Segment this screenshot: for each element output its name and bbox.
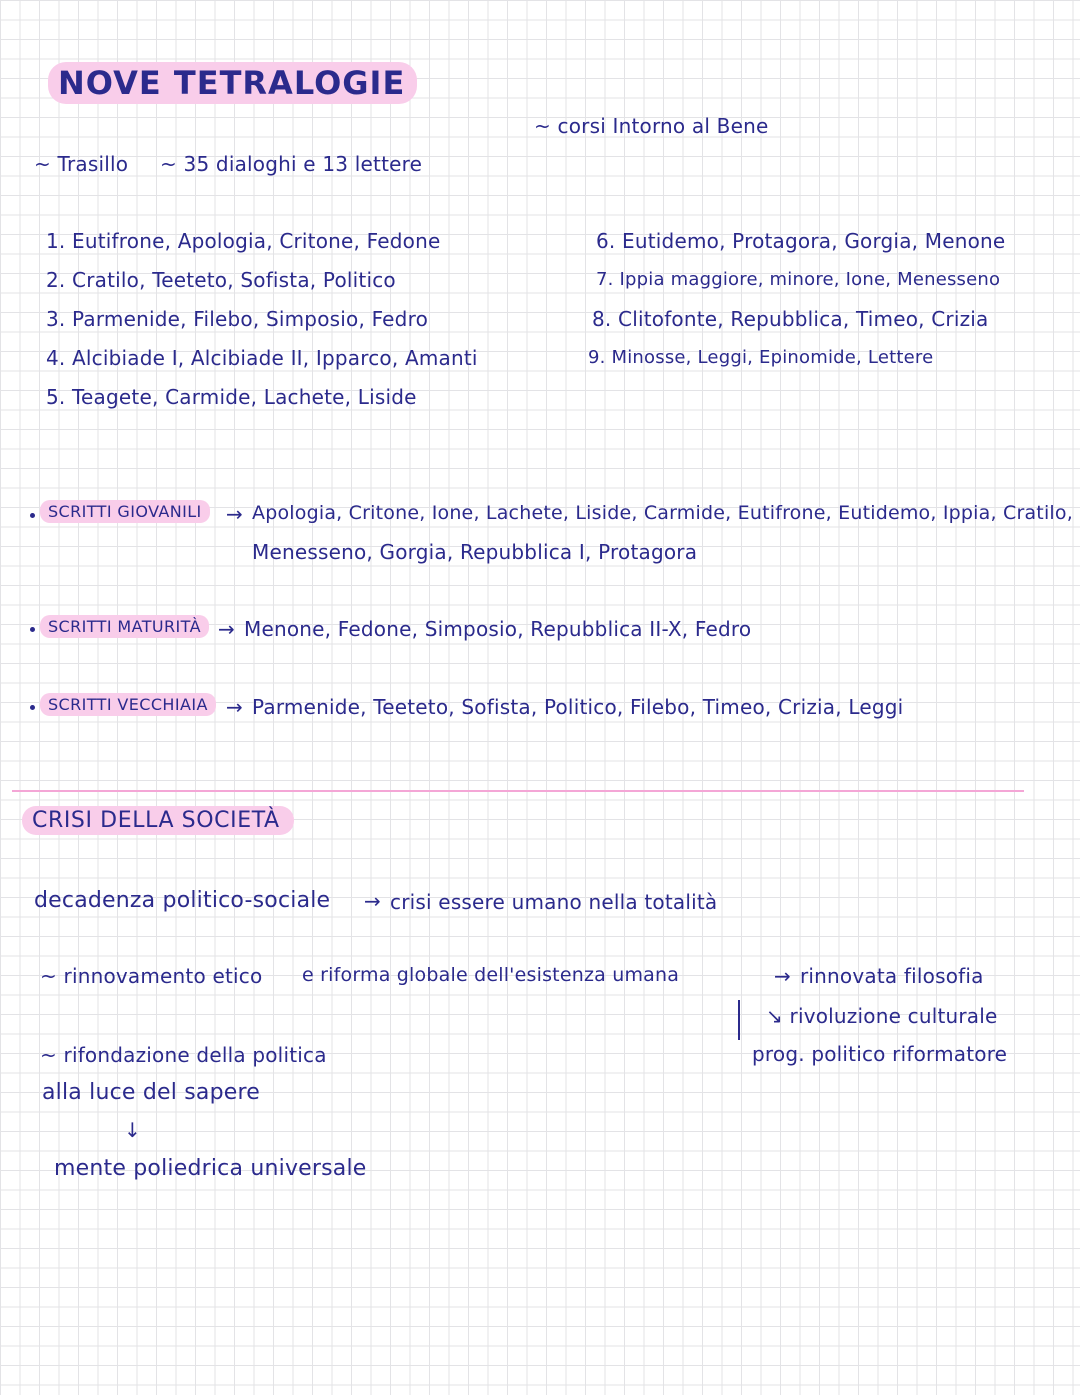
tetralogy-5: 5. Teagete, Carmide, Lachete, Liside xyxy=(46,385,417,409)
crisi-sub-2: prog. politico riformatore xyxy=(752,1042,1008,1066)
arrow-vecchiaia: → xyxy=(226,695,243,719)
crisi-line1-arrow: → xyxy=(364,889,381,913)
arrow-giovanili: → xyxy=(226,502,243,526)
maturita-text: Menone, Fedone, Simposio, Repubblica II-X, Fedro xyxy=(244,617,752,641)
section-divider xyxy=(12,790,1024,792)
vecchiaia-text: Parmenide, Teeteto, Sofista, Politico, Filebo, Timeo, Crizia, Leggi xyxy=(252,695,904,719)
bullet-giovanili xyxy=(30,513,35,518)
crisi-title-text: CRISI DELLA SOCIETÀ xyxy=(22,806,294,835)
tetralogy-6: 6. Eutidemo, Protagora, Gorgia, Menone xyxy=(596,229,1006,253)
bullet-maturita xyxy=(30,627,35,632)
label-maturita xyxy=(40,617,209,636)
label-maturita-text: SCRITTI MATURITÀ xyxy=(40,615,209,638)
tetralogy-8: 8. Clitofonte, Repubblica, Timeo, Crizia xyxy=(592,307,989,331)
arrow-maturita: → xyxy=(218,617,235,641)
giovanili-line-2: Menesseno, Gorgia, Repubblica I, Protagora xyxy=(252,540,698,564)
crisi-sub-1: ↘ rivoluzione culturale xyxy=(766,1004,998,1028)
tetralogy-1: 1. Eutifrone, Apologia, Critone, Fedone xyxy=(46,229,441,253)
mente-poliedrica: mente poliedrica universale xyxy=(54,1156,367,1181)
tetralogy-2: 2. Cratilo, Teeteto, Sofista, Politico xyxy=(46,268,396,292)
page-title xyxy=(48,64,417,102)
page-title-text: NOVE TETRALOGIE xyxy=(48,62,417,104)
trasillo-label: ~ Trasillo xyxy=(34,152,129,176)
rifondazione-line-1: ~ rifondazione della politica xyxy=(40,1043,327,1067)
label-vecchiaia xyxy=(40,695,216,714)
label-giovanili-text: SCRITTI GIOVANILI xyxy=(40,500,210,523)
tetralogy-7: 7. Ippia maggiore, minore, Ione, Menesseno xyxy=(596,269,1001,290)
crisi-line2-arrow: → xyxy=(774,964,791,988)
crisi-line2-right: rinnovata filosofia xyxy=(800,964,984,988)
crisi-line1-right: crisi essere umano nella totalità xyxy=(390,890,718,914)
label-giovanili xyxy=(40,502,210,521)
dialogues-count: ~ 35 dialoghi e 13 lettere xyxy=(160,152,423,176)
label-vecchiaia-text: SCRITTI VECCHIAIA xyxy=(40,693,216,716)
crisi-line1-left: decadenza politico-sociale xyxy=(34,888,331,913)
crisi-line2-left: ~ rinnovamento etico xyxy=(40,964,263,988)
tetralogy-9: 9. Minosse, Leggi, Epinomide, Lettere xyxy=(588,347,934,368)
branch-line xyxy=(738,1000,740,1040)
down-arrow: ↓ xyxy=(124,1118,141,1142)
tetralogy-4: 4. Alcibiade I, Alcibiade II, Ipparco, Amanti xyxy=(46,346,478,370)
bullet-vecchiaia xyxy=(30,705,35,710)
giovanili-line-1: Apologia, Critone, Ione, Lachete, Liside, Carmide, Eutifrone, Eutidemo, Ippia, Cratilo, xyxy=(252,502,1073,524)
crisi-title xyxy=(22,808,294,833)
note-intorno-al-bene: ~ corsi Intorno al Bene xyxy=(534,114,769,138)
crisi-line2-mid: e riforma globale dell'esistenza umana xyxy=(302,964,680,986)
tetralogy-3: 3. Parmenide, Filebo, Simposio, Fedro xyxy=(46,307,428,331)
rifondazione-line-2: alla luce del sapere xyxy=(42,1080,261,1105)
